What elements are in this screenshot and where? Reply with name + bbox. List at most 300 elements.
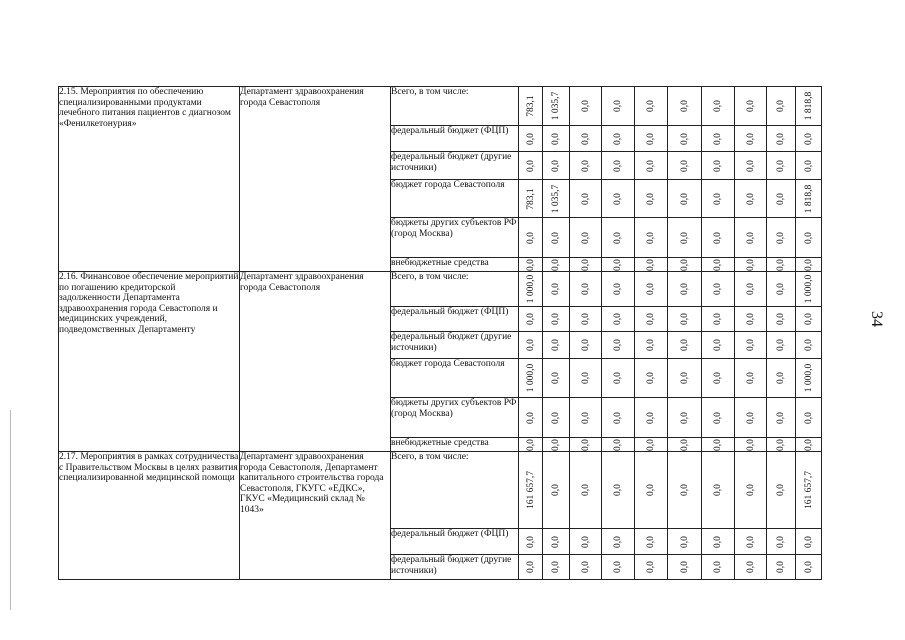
- amount-cell: [767, 332, 796, 359]
- amount-cell: [570, 359, 602, 398]
- amount-cell: [519, 307, 543, 332]
- amount-cell: [767, 87, 796, 126]
- amount-value: 0,0: [645, 372, 656, 384]
- amount-cell: [519, 529, 543, 555]
- amount-cell: [796, 307, 822, 332]
- amount-cell: [668, 398, 702, 438]
- amount-cell: [702, 307, 735, 332]
- amount-cell: [796, 218, 822, 258]
- funding-source-cell: Всего, в том числе:: [391, 452, 519, 529]
- amount-value: 0,0: [712, 313, 723, 325]
- amount-cell: [635, 359, 668, 398]
- amount-cell: [767, 272, 796, 307]
- amount-value: 0,0: [775, 132, 786, 145]
- funding-source-cell: бюджеты других субъектов РФ (город Москва): [391, 218, 519, 258]
- amount-value: 0,0: [580, 100, 591, 112]
- activity-cell: 2.17. Мероприятия в рамках сотрудничества с Правительством Москвы в целях развития специализированной медицинской помощи: [59, 452, 240, 580]
- amount-value: 0,0: [525, 561, 536, 573]
- amount-value: 0,0: [745, 561, 756, 573]
- activity-cell: 2.15. Мероприятия по обеспечению специализированными продуктами лечебного питания пациентов с диагнозом «Фенилкетонурия»: [59, 87, 240, 272]
- amount-cell: [602, 218, 635, 258]
- amount-cell: [570, 438, 602, 452]
- amount-value: 0,0: [679, 561, 690, 573]
- amount-value: 0,0: [679, 159, 690, 172]
- amount-value: 0,0: [612, 411, 623, 424]
- amount-cell: [668, 438, 702, 452]
- amount-value: 0,0: [550, 535, 561, 548]
- amount-cell: [702, 555, 735, 580]
- amount-cell: [519, 555, 543, 580]
- amount-value: 0,0: [550, 339, 561, 351]
- amount-value: 0,0: [645, 283, 656, 295]
- amount-value: 0,0: [612, 561, 623, 573]
- table-row: [59, 452, 822, 529]
- amount-cell: [602, 152, 635, 180]
- amount-cell: [735, 332, 767, 359]
- amount-value: 0,0: [679, 192, 690, 205]
- amount-cell: [602, 126, 635, 152]
- amount-value: 0,0: [745, 159, 756, 172]
- amount-value: 161 657,7: [803, 471, 814, 509]
- amount-value: 0,0: [775, 231, 786, 244]
- funding-source-cell: бюджет города Севастополя: [391, 180, 519, 218]
- amount-cell: [602, 272, 635, 307]
- amount-value: 0,0: [712, 159, 723, 172]
- funding-source-cell: Всего, в том числе:: [391, 87, 519, 126]
- amount-value: 0,0: [712, 484, 723, 496]
- amount-value: 0,0: [580, 535, 591, 548]
- amount-cell: [702, 529, 735, 555]
- amount-value: 0,0: [580, 438, 591, 451]
- funding-source-cell: бюджеты других субъектов РФ (город Москва): [391, 398, 519, 438]
- executor-cell: Департамент здравоохранения города Севастополя: [240, 87, 391, 272]
- amount-cell: [735, 452, 767, 529]
- amount-cell: [519, 87, 543, 126]
- budget-table: [58, 86, 822, 580]
- amount-cell: [702, 452, 735, 529]
- amount-value: 0,0: [679, 313, 690, 325]
- amount-cell: [702, 126, 735, 152]
- amount-cell: [543, 555, 570, 580]
- amount-cell: [543, 126, 570, 152]
- amount-value: 0,0: [775, 258, 786, 271]
- amount-value: 0,0: [612, 132, 623, 145]
- amount-cell: [635, 272, 668, 307]
- amount-cell: [543, 438, 570, 452]
- amount-value: 0,0: [679, 231, 690, 244]
- amount-cell: [796, 452, 822, 529]
- amount-value: 0,0: [775, 561, 786, 573]
- amount-cell: [519, 126, 543, 152]
- amount-cell: [668, 87, 702, 126]
- amount-value: 0,0: [645, 258, 656, 271]
- amount-cell: [570, 126, 602, 152]
- amount-cell: [668, 332, 702, 359]
- amount-value: 0,0: [803, 535, 814, 548]
- amount-cell: [668, 258, 702, 272]
- amount-value: 1 000,0: [525, 363, 536, 393]
- amount-cell: [570, 398, 602, 438]
- amount-value: 0,0: [525, 438, 536, 451]
- amount-value: 0,0: [645, 535, 656, 548]
- amount-cell: [602, 529, 635, 555]
- amount-cell: [602, 452, 635, 529]
- amount-value: 0,0: [679, 438, 690, 451]
- amount-cell: [767, 180, 796, 218]
- amount-cell: [635, 258, 668, 272]
- amount-cell: [668, 218, 702, 258]
- funding-source-cell: федеральный бюджет (ФЦП): [391, 126, 519, 152]
- amount-value: 0,0: [775, 313, 786, 325]
- amount-value: 0,0: [645, 231, 656, 244]
- amount-value: 0,0: [612, 372, 623, 384]
- amount-cell: [767, 307, 796, 332]
- amount-value: 1 000,0: [803, 274, 814, 304]
- amount-value: 0,0: [550, 372, 561, 384]
- amount-value: 0,0: [775, 372, 786, 384]
- amount-value: 0,0: [612, 159, 623, 172]
- amount-value: 0,0: [775, 411, 786, 424]
- amount-value: 0,0: [550, 132, 561, 145]
- amount-value: 0,0: [612, 438, 623, 451]
- amount-value: 0,0: [612, 339, 623, 351]
- amount-cell: [570, 272, 602, 307]
- amount-cell: [735, 398, 767, 438]
- amount-cell: [796, 258, 822, 272]
- amount-value: 0,0: [525, 339, 536, 351]
- amount-cell: [635, 555, 668, 580]
- amount-cell: [602, 258, 635, 272]
- amount-cell: [796, 332, 822, 359]
- amount-value: 0,0: [712, 372, 723, 384]
- amount-value: 0,0: [775, 283, 786, 295]
- amount-value: 0,0: [580, 132, 591, 145]
- amount-value: 0,0: [550, 231, 561, 244]
- amount-value: 0,0: [803, 561, 814, 573]
- amount-cell: [570, 258, 602, 272]
- amount-value: 0,0: [679, 258, 690, 271]
- amount-cell: [635, 126, 668, 152]
- amount-value: 0,0: [712, 411, 723, 424]
- amount-cell: [735, 218, 767, 258]
- amount-cell: [602, 180, 635, 218]
- amount-cell: [635, 398, 668, 438]
- funding-source-cell: федеральный бюджет (другие источники): [391, 332, 519, 359]
- amount-cell: [635, 307, 668, 332]
- funding-source-cell: внебюджетные средства: [391, 438, 519, 452]
- amount-cell: [519, 438, 543, 452]
- amount-value: 0,0: [580, 231, 591, 244]
- activity-cell: 2.16. Финансовое обеспечение мероприятий по погашению кредиторской задолженности Департамента здравоохранения города Севастополя и медицинских учреждений, подведомственных Департаменту: [59, 272, 240, 452]
- amount-cell: [635, 87, 668, 126]
- amount-value: 0,0: [745, 339, 756, 351]
- amount-value: 0,0: [803, 231, 814, 244]
- table-row: [59, 87, 822, 126]
- amount-cell: [702, 180, 735, 218]
- amount-cell: [602, 398, 635, 438]
- amount-value: 0,0: [679, 535, 690, 548]
- funding-source-cell: федеральный бюджет (другие источники): [391, 152, 519, 180]
- amount-value: 0,0: [525, 258, 536, 271]
- amount-cell: [735, 438, 767, 452]
- amount-cell: [767, 218, 796, 258]
- amount-value: 0,0: [525, 313, 536, 325]
- amount-cell: [519, 180, 543, 218]
- amount-value: 0,0: [803, 438, 814, 451]
- amount-cell: [519, 452, 543, 529]
- amount-cell: [570, 529, 602, 555]
- amount-value: 0,0: [645, 192, 656, 205]
- amount-value: 0,0: [712, 132, 723, 145]
- funding-source-cell: федеральный бюджет (другие источники): [391, 555, 519, 580]
- amount-cell: [570, 180, 602, 218]
- amount-cell: [635, 152, 668, 180]
- amount-cell: [602, 359, 635, 398]
- amount-cell: [635, 438, 668, 452]
- amount-value: 0,0: [645, 132, 656, 145]
- amount-cell: [702, 398, 735, 438]
- amount-cell: [796, 398, 822, 438]
- amount-cell: [543, 452, 570, 529]
- amount-cell: [767, 438, 796, 452]
- amount-value: 0,0: [612, 192, 623, 205]
- amount-value: 0,0: [525, 132, 536, 145]
- executor-cell: Департамент здравоохранения города Севастополя, Департамент капитального строительства города Севастополя, ГКУГС «ЕДКС», ГКУС «Медицинский склад № 1043»: [240, 452, 391, 580]
- amount-cell: [635, 218, 668, 258]
- amount-value: 0,0: [580, 283, 591, 295]
- amount-cell: [635, 452, 668, 529]
- amount-value: 0,0: [612, 313, 623, 325]
- amount-value: 0,0: [645, 411, 656, 424]
- amount-value: 1 818,8: [803, 184, 814, 213]
- amount-cell: [570, 555, 602, 580]
- amount-cell: [767, 258, 796, 272]
- amount-cell: [570, 218, 602, 258]
- funding-source-cell: федеральный бюджет (ФЦП): [391, 529, 519, 555]
- amount-cell: [668, 126, 702, 152]
- amount-value: 0,0: [645, 100, 656, 112]
- amount-value: 0,0: [803, 339, 814, 351]
- amount-value: 0,0: [550, 313, 561, 325]
- amount-value: 0,0: [679, 411, 690, 424]
- amount-cell: [735, 272, 767, 307]
- amount-value: 0,0: [775, 438, 786, 451]
- amount-value: 0,0: [775, 339, 786, 351]
- amount-value: 0,0: [775, 100, 786, 112]
- amount-cell: [735, 152, 767, 180]
- amount-cell: [735, 258, 767, 272]
- amount-cell: [570, 332, 602, 359]
- amount-cell: [702, 87, 735, 126]
- amount-value: 0,0: [679, 283, 690, 295]
- amount-value: 1 818,8: [803, 91, 814, 121]
- amount-cell: [543, 359, 570, 398]
- amount-value: 0,0: [550, 283, 561, 295]
- amount-cell: [796, 359, 822, 398]
- amount-value: 0,0: [745, 231, 756, 244]
- amount-cell: [519, 218, 543, 258]
- amount-cell: [519, 332, 543, 359]
- amount-value: 0,0: [745, 192, 756, 205]
- amount-value: 0,0: [525, 411, 536, 424]
- amount-value: 0,0: [580, 313, 591, 325]
- amount-value: 0,0: [803, 132, 814, 145]
- amount-value: 0,0: [612, 283, 623, 295]
- amount-value: 783,1: [525, 95, 536, 117]
- amount-value: 0,0: [745, 100, 756, 112]
- amount-value: 0,0: [580, 159, 591, 172]
- amount-value: 0,0: [745, 535, 756, 548]
- amount-cell: [668, 180, 702, 218]
- amount-cell: [635, 529, 668, 555]
- amount-cell: [796, 272, 822, 307]
- amount-value: 0,0: [645, 159, 656, 172]
- amount-value: 0,0: [745, 283, 756, 295]
- funding-source-cell: внебюджетные средства: [391, 258, 519, 272]
- amount-value: 0,0: [645, 438, 656, 451]
- amount-cell: [519, 272, 543, 307]
- amount-value: 0,0: [775, 159, 786, 172]
- amount-value: 0,0: [580, 372, 591, 384]
- amount-cell: [668, 152, 702, 180]
- amount-value: 0,0: [712, 231, 723, 244]
- amount-cell: [796, 87, 822, 126]
- amount-cell: [543, 398, 570, 438]
- amount-value: 0,0: [580, 258, 591, 271]
- amount-value: 0,0: [580, 484, 591, 496]
- amount-cell: [543, 87, 570, 126]
- amount-cell: [796, 152, 822, 180]
- amount-cell: [796, 555, 822, 580]
- amount-cell: [543, 529, 570, 555]
- amount-value: 0,0: [645, 484, 656, 496]
- amount-value: 0,0: [580, 411, 591, 424]
- amount-cell: [668, 452, 702, 529]
- amount-cell: [570, 87, 602, 126]
- amount-cell: [767, 152, 796, 180]
- amount-cell: [602, 438, 635, 452]
- amount-value: 0,0: [612, 484, 623, 496]
- amount-cell: [570, 452, 602, 529]
- scan-margin-mark: [10, 410, 11, 610]
- amount-value: 0,0: [712, 438, 723, 451]
- amount-cell: [668, 359, 702, 398]
- amount-value: 0,0: [712, 561, 723, 573]
- amount-cell: [519, 359, 543, 398]
- amount-value: 0,0: [803, 411, 814, 424]
- amount-value: 0,0: [745, 438, 756, 451]
- amount-value: 0,0: [745, 372, 756, 384]
- amount-cell: [602, 332, 635, 359]
- amount-value: 1 000,0: [525, 274, 536, 304]
- amount-value: 1 035,7: [550, 184, 561, 213]
- amount-cell: [668, 272, 702, 307]
- amount-value: 0,0: [550, 438, 561, 451]
- amount-value: 161 657,7: [525, 471, 536, 509]
- amount-value: 0,0: [745, 484, 756, 496]
- amount-cell: [767, 529, 796, 555]
- amount-value: 0,0: [712, 535, 723, 548]
- amount-value: 0,0: [580, 561, 591, 573]
- page-number: 34: [868, 311, 885, 327]
- amount-value: 0,0: [612, 100, 623, 112]
- executor-cell: Департамент здравоохранения города Севастополя: [240, 272, 391, 452]
- amount-cell: [702, 218, 735, 258]
- amount-cell: [767, 398, 796, 438]
- amount-cell: [543, 152, 570, 180]
- amount-value: 0,0: [612, 258, 623, 271]
- amount-cell: [767, 359, 796, 398]
- amount-cell: [519, 258, 543, 272]
- amount-value: 0,0: [775, 535, 786, 548]
- amount-cell: [735, 180, 767, 218]
- amount-value: 0,0: [612, 231, 623, 244]
- amount-value: 0,0: [550, 484, 561, 496]
- amount-value: 0,0: [612, 535, 623, 548]
- amount-cell: [519, 152, 543, 180]
- amount-cell: [543, 307, 570, 332]
- amount-cell: [570, 152, 602, 180]
- amount-value: 0,0: [525, 159, 536, 172]
- amount-cell: [796, 126, 822, 152]
- amount-cell: [635, 180, 668, 218]
- amount-value: 0,0: [803, 258, 814, 271]
- amount-value: 0,0: [679, 100, 690, 112]
- amount-cell: [635, 332, 668, 359]
- amount-value: 0,0: [775, 192, 786, 205]
- table-row: [59, 272, 822, 307]
- amount-value: 0,0: [745, 258, 756, 271]
- amount-value: 0,0: [679, 484, 690, 496]
- amount-cell: [702, 152, 735, 180]
- amount-cell: [543, 258, 570, 272]
- amount-value: 0,0: [712, 192, 723, 205]
- amount-value: 0,0: [679, 132, 690, 145]
- amount-value: 0,0: [745, 132, 756, 145]
- amount-cell: [668, 307, 702, 332]
- amount-cell: [543, 218, 570, 258]
- amount-cell: [702, 258, 735, 272]
- amount-cell: [543, 272, 570, 307]
- amount-value: 0,0: [712, 258, 723, 271]
- amount-value: 0,0: [775, 484, 786, 496]
- amount-cell: [602, 555, 635, 580]
- amount-cell: [735, 307, 767, 332]
- amount-value: 0,0: [645, 313, 656, 325]
- amount-cell: [735, 359, 767, 398]
- amount-cell: [735, 87, 767, 126]
- amount-value: 0,0: [645, 561, 656, 573]
- amount-cell: [767, 126, 796, 152]
- amount-value: 0,0: [550, 159, 561, 172]
- amount-value: 0,0: [679, 339, 690, 351]
- amount-value: 1 000,0: [803, 363, 814, 393]
- amount-cell: [543, 332, 570, 359]
- amount-cell: [702, 332, 735, 359]
- amount-value: 0,0: [580, 192, 591, 205]
- amount-cell: [702, 438, 735, 452]
- amount-value: 0,0: [745, 313, 756, 325]
- amount-cell: [767, 452, 796, 529]
- amount-cell: [702, 359, 735, 398]
- amount-value: 0,0: [679, 372, 690, 384]
- amount-value: 0,0: [550, 258, 561, 271]
- amount-value: 0,0: [580, 339, 591, 351]
- amount-cell: [602, 307, 635, 332]
- amount-cell: [570, 307, 602, 332]
- amount-cell: [796, 180, 822, 218]
- amount-value: 0,0: [745, 411, 756, 424]
